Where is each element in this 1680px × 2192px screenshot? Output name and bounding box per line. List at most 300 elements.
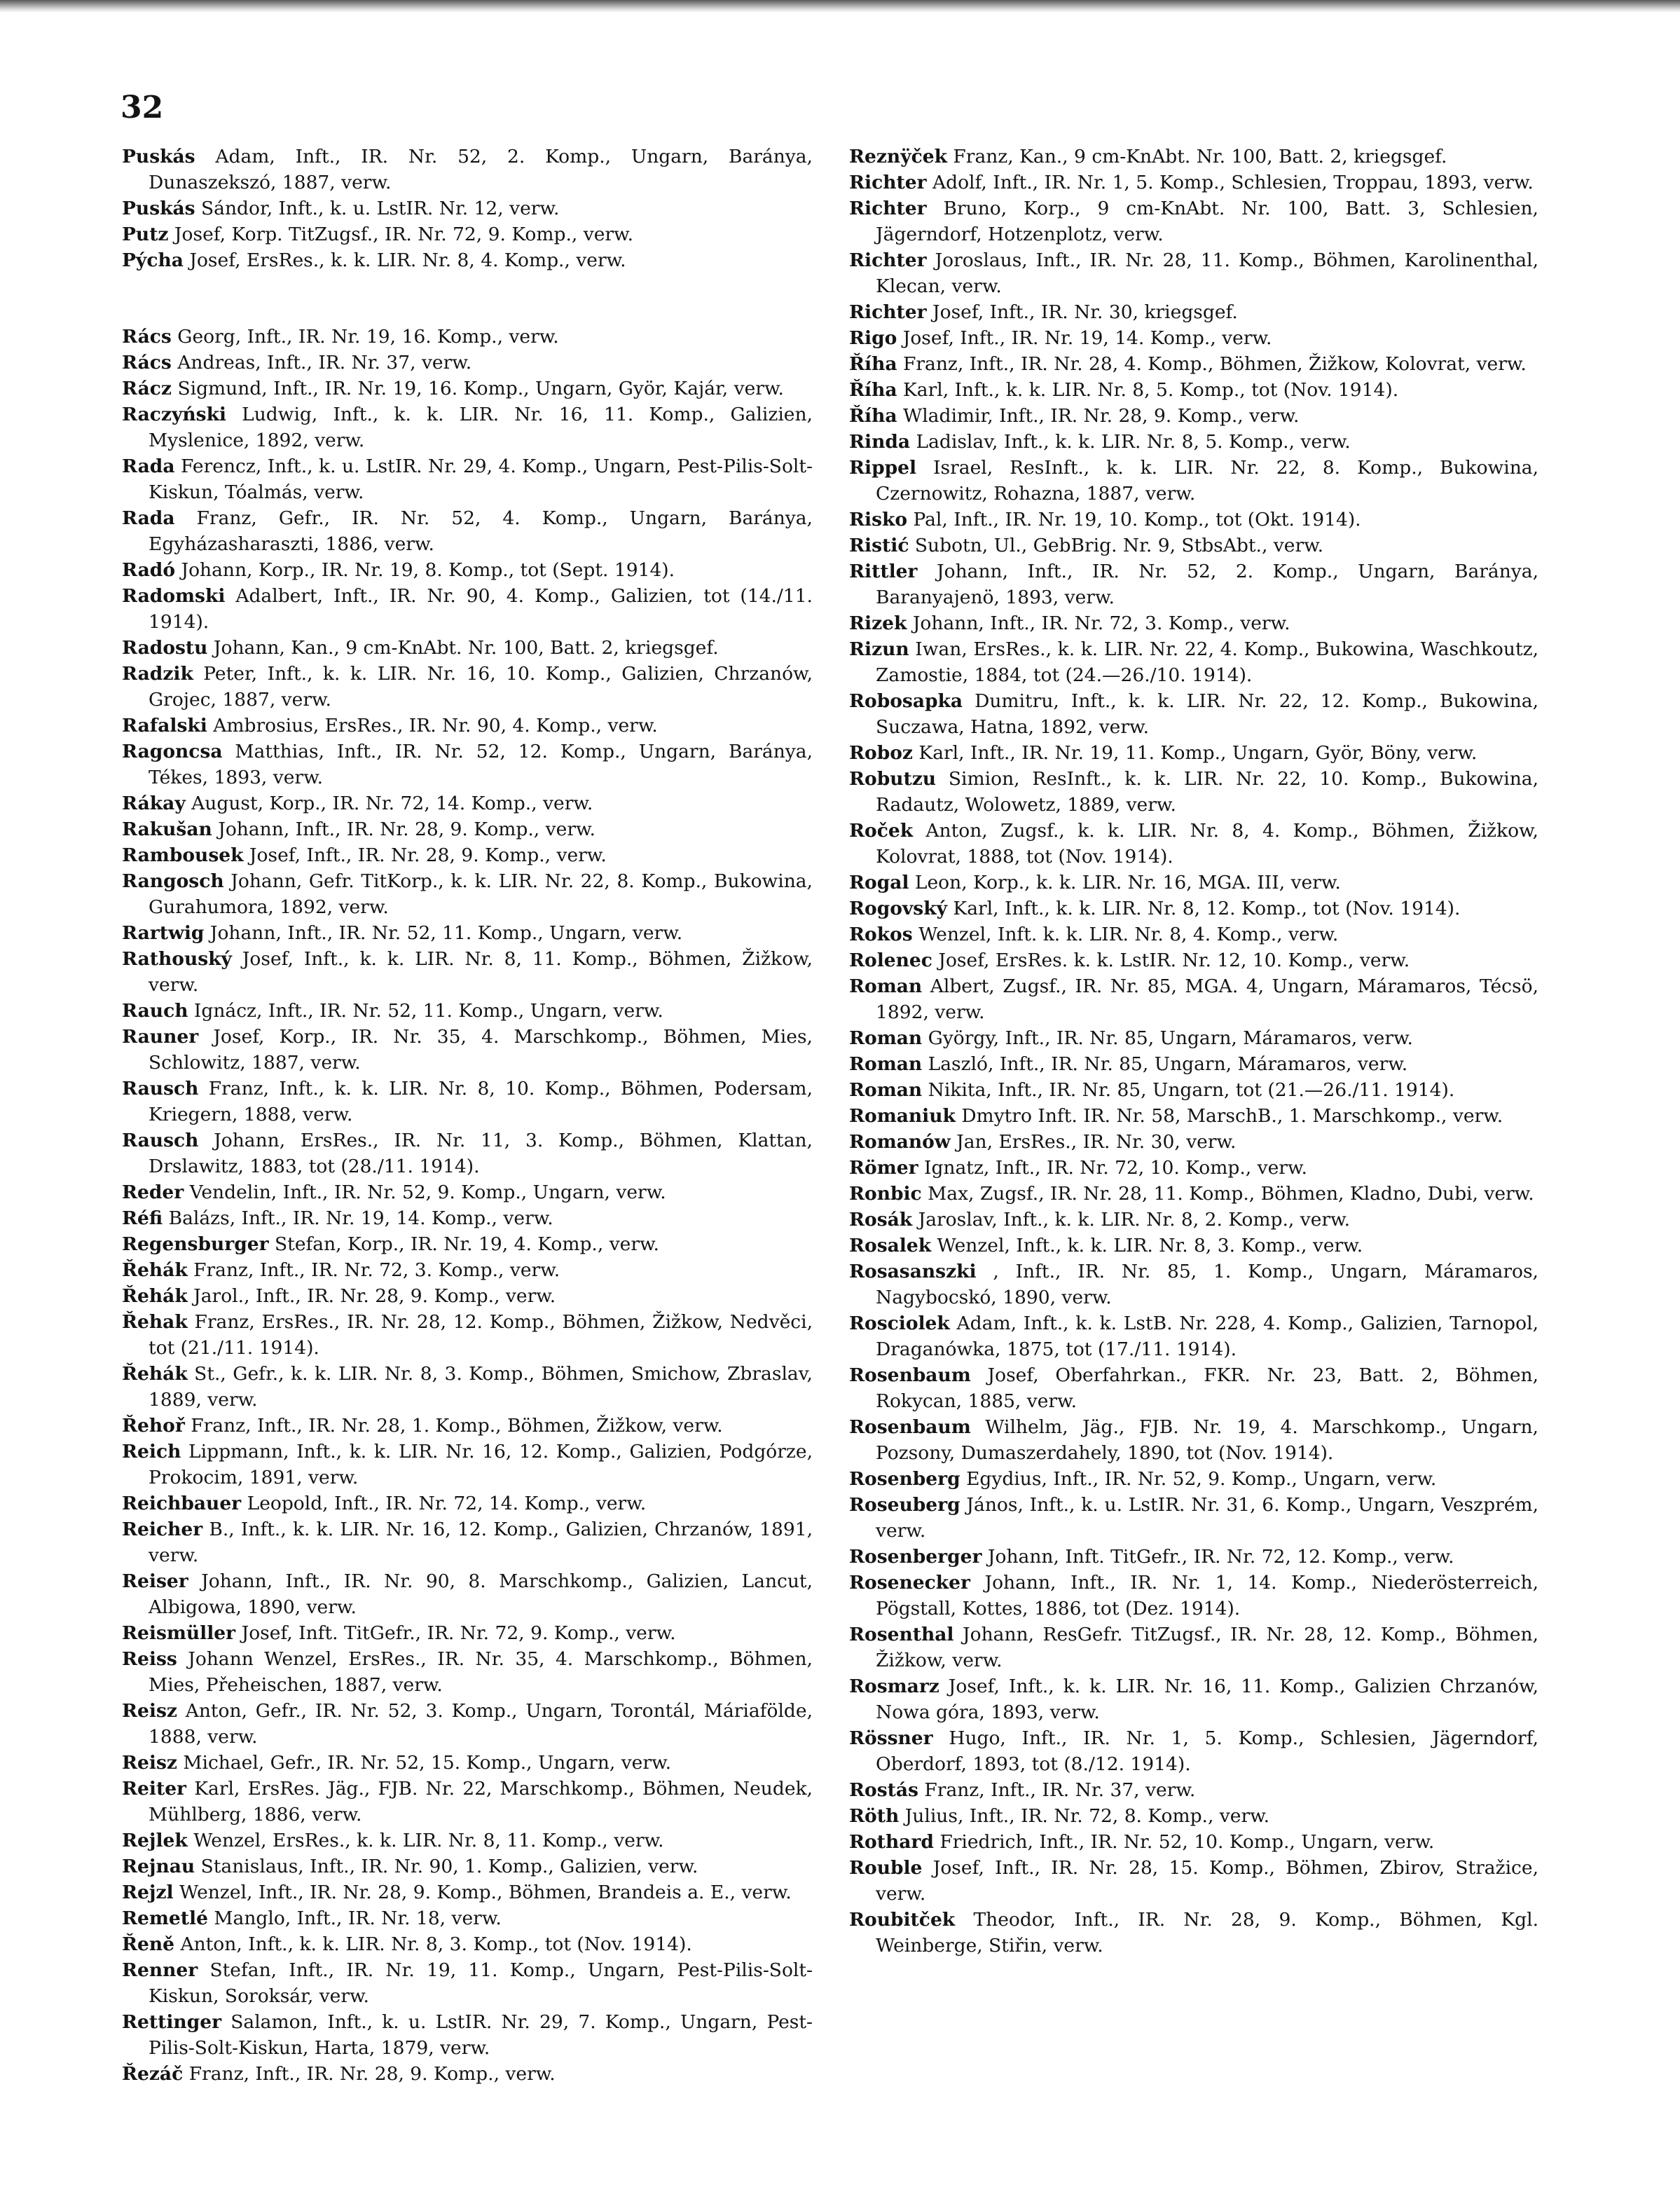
entry bbox=[122, 1905, 813, 1931]
entry bbox=[122, 790, 813, 816]
entry-surname: Rejlek bbox=[122, 1830, 188, 1851]
entry-surname: Rangosch bbox=[122, 870, 224, 892]
entry-details: Adolf, Inft., IR. Nr. 1, 5. Komp., Schlesien, Troppau, 1893, verw. bbox=[932, 172, 1534, 193]
entry-surname: Puskás bbox=[122, 146, 195, 167]
entry bbox=[849, 455, 1538, 507]
entry bbox=[122, 739, 813, 790]
entry-details: Anton, Gefr., IR. Nr. 52, 3. Komp., Ungarn, Torontál, Máriafölde, 1888, verw. bbox=[149, 1700, 813, 1748]
entry-details: Wenzel, Inft. k. k. LIR. Nr. 8, 4. Komp., verw. bbox=[918, 924, 1339, 945]
entry-surname: Renner bbox=[122, 1959, 198, 1981]
entry-details: Johann, Inft. TitGefr., IR. Nr. 72, 12. Komp., verw. bbox=[987, 1546, 1454, 1568]
entry bbox=[849, 1622, 1538, 1673]
entry-details: Johann, Korp., IR. Nr. 19, 8. Komp., tot (Sept. 1914). bbox=[181, 559, 675, 581]
entry bbox=[849, 896, 1538, 922]
entry-surname: Rada bbox=[122, 455, 175, 477]
entry-surname: Radostu bbox=[122, 637, 208, 659]
entry-details: Pal, Inft., IR. Nr. 19, 10. Komp., tot (Okt. 1914). bbox=[913, 509, 1361, 530]
entry-surname: Richter bbox=[849, 249, 927, 271]
entry-details: St., Gefr., k. k. LIR. Nr. 8, 3. Komp., Böhmen, Smichow, Zbraslav, 1889, verw. bbox=[149, 1363, 813, 1411]
entry bbox=[849, 1492, 1538, 1544]
entry bbox=[849, 429, 1538, 455]
entry bbox=[122, 1309, 813, 1361]
entry-details: Egydius, Inft., IR. Nr. 52, 9. Komp., Ungarn, verw. bbox=[966, 1468, 1437, 1490]
entry-details: Georg, Inft., IR. Nr. 19, 16. Komp., verw. bbox=[177, 326, 559, 348]
entry-details: Israel, ResInft., k. k. LIR. Nr. 22, 8. Komp., Bukowina, Czernowitz, Rohazna, 1887, verw. bbox=[876, 457, 1538, 505]
entry bbox=[849, 170, 1538, 196]
entry-details: Johann, Inft., IR. Nr. 90, 8. Marschkomp., Galizien, Lancut, Albigowa, 1890, verw. bbox=[149, 1570, 813, 1618]
entry-surname: Rosenberger bbox=[849, 1546, 982, 1568]
entry bbox=[849, 377, 1538, 403]
entry-details: Manglo, Inft., IR. Nr. 18, verw. bbox=[214, 1907, 502, 1929]
entry-details: Nikita, Inft., IR. Nr. 85, Ungarn, tot (21.—26./11. 1914). bbox=[928, 1079, 1455, 1101]
entry bbox=[122, 842, 813, 868]
entry-surname: Remetlé bbox=[122, 1907, 208, 1929]
entry-surname: Pýcha bbox=[122, 249, 184, 271]
entry-surname: Rartwig bbox=[122, 922, 205, 944]
entry-surname: Rácz bbox=[122, 378, 172, 399]
entry-surname: Robosapka bbox=[849, 690, 963, 712]
entry bbox=[122, 1776, 813, 1828]
entry-surname: Putz bbox=[122, 224, 169, 245]
entry-surname: Rauner bbox=[122, 1026, 199, 1048]
entry bbox=[122, 661, 813, 713]
entry bbox=[122, 998, 813, 1024]
entry-surname: Richter bbox=[849, 301, 927, 323]
entry bbox=[849, 507, 1538, 533]
entry-surname: Roboz bbox=[849, 742, 913, 764]
entry-surname: Roman bbox=[849, 975, 923, 997]
entry-surname: Rosenbaum bbox=[849, 1416, 971, 1438]
entry-surname: Rostás bbox=[849, 1779, 918, 1801]
entry-details: Johann, Inft., IR. Nr. 52, 11. Komp., Ungarn, verw. bbox=[209, 922, 683, 944]
entry-details: Johann, Kan., 9 cm-KnAbt. Nr. 100, Batt. 2, kriegsgef. bbox=[213, 637, 719, 659]
entry-surname: Radzik bbox=[122, 663, 193, 685]
entry-details: Franz, ErsRes., IR. Nr. 28, 12. Komp., Böhmen, Žižkow, Nedvěci, tot (21./11. 1914). bbox=[149, 1311, 813, 1359]
entry-surname: Rejnau bbox=[122, 1856, 195, 1877]
entry-details: Balázs, Inft., IR. Nr. 19, 14. Komp., verw. bbox=[168, 1207, 553, 1229]
entry bbox=[849, 740, 1538, 766]
entry bbox=[849, 1362, 1538, 1414]
entry bbox=[122, 1646, 813, 1698]
entry-details: Franz, Inft., IR. Nr. 37, verw. bbox=[924, 1779, 1196, 1801]
entry-surname: Reicher bbox=[122, 1519, 203, 1540]
entry-surname: Roman bbox=[849, 1079, 923, 1101]
entry-surname: Rosenthal bbox=[849, 1624, 954, 1645]
entry bbox=[849, 1103, 1538, 1129]
entry-surname: Ristić bbox=[849, 535, 909, 556]
entry-surname: Říha bbox=[849, 353, 897, 375]
entry-details: Vendelin, Inft., IR. Nr. 52, 9. Komp., Ungarn, verw. bbox=[189, 1181, 666, 1203]
entry-details: Johann, Inft., IR. Nr. 72, 3. Komp., verw. bbox=[912, 612, 1290, 634]
entry-details: Wenzel, Inft., IR. Nr. 28, 9. Komp., Böhmen, Brandeis a. E., verw. bbox=[179, 1882, 792, 1903]
entry-surname: Rigo bbox=[849, 327, 897, 349]
entry bbox=[122, 1620, 813, 1646]
entry-details: Anton, Zugsf., k. k. LIR. Nr. 8, 4. Komp., Böhmen, Žižkow, Kolovrat, 1888, tot (Nov. 1914). bbox=[876, 820, 1538, 868]
entry-surname: Řehák bbox=[122, 1363, 188, 1385]
entry-surname: Roseuberg bbox=[849, 1494, 961, 1516]
entry-details: Adalbert, Inft., IR. Nr. 90, 4. Komp., Galizien, tot (14./11. 1914). bbox=[149, 585, 813, 633]
entry-details: Ignácz, Inft., IR. Nr. 52, 11. Komp., Ungarn, verw. bbox=[193, 1000, 663, 1022]
entry-details: Karl, Inft., k. k. LIR. Nr. 8, 12. Komp., tot (Nov. 1914). bbox=[953, 898, 1461, 919]
entry-details: Michael, Gefr., IR. Nr. 52, 15. Komp., Ungarn, verw. bbox=[183, 1752, 671, 1774]
entry-details: Leopold, Inft., IR. Nr. 72, 14. Komp., verw. bbox=[247, 1493, 647, 1514]
entry-details: Subotn, Ul., GebBrig. Nr. 9, StbsAbt., verw. bbox=[914, 535, 1324, 556]
entry-details: Karl, Inft., IR. Nr. 19, 11. Komp., Ungarn, Györ, Böny, verw. bbox=[918, 742, 1478, 764]
entry-details: Josef, Korp., IR. Nr. 35, 4. Marschkomp., Böhmen, Mies, Schlowitz, 1887, verw. bbox=[149, 1026, 813, 1074]
entry-surname: Regensburger bbox=[122, 1233, 269, 1255]
entry bbox=[122, 1568, 813, 1620]
right-column bbox=[849, 144, 1538, 1959]
entry-surname: Řeně bbox=[122, 1933, 175, 1955]
entry-surname: Rogovský bbox=[849, 898, 947, 919]
entry bbox=[122, 376, 813, 402]
entry bbox=[849, 1233, 1538, 1259]
entry-details: Ignatz, Inft., IR. Nr. 72, 10. Komp., verw. bbox=[924, 1157, 1307, 1179]
entry-details: Joroslaus, Inft., IR. Nr. 28, 11. Komp., Böhmen, Karolinenthal, Klecan, verw. bbox=[876, 249, 1538, 297]
entry-surname: Roubitček bbox=[849, 1909, 956, 1931]
entry-surname: Řezáč bbox=[122, 2063, 184, 2085]
entry-details: Franz, Kan., 9 cm-KnAbt. Nr. 100, Batt. 2, kriegsgef. bbox=[953, 146, 1447, 167]
entry-surname: Robutzu bbox=[849, 768, 937, 790]
entry bbox=[849, 1907, 1538, 1959]
entry-details: Bruno, Korp., 9 cm-KnAbt. Nr. 100, Batt. 3, Schlesien, Jägerndorf, Hotzenplotz, verw. bbox=[876, 198, 1538, 245]
entry-surname: Řehak bbox=[122, 1311, 188, 1333]
page-number: 32 bbox=[121, 90, 164, 125]
entry-surname: Römer bbox=[849, 1157, 918, 1179]
entry bbox=[849, 1570, 1538, 1622]
entry-details: Max, Zugsf., IR. Nr. 28, 11. Komp., Böhmen, Kladno, Dubi, verw. bbox=[928, 1183, 1534, 1205]
entry-surname: Rosenbaum bbox=[849, 1364, 971, 1386]
entry-surname: Rosalek bbox=[849, 1235, 932, 1256]
entry bbox=[122, 1205, 813, 1231]
entry-surname: Rouble bbox=[849, 1857, 923, 1879]
entry bbox=[849, 144, 1538, 170]
entry-surname: Rausch bbox=[122, 1078, 199, 1100]
entry bbox=[122, 247, 813, 273]
entry bbox=[849, 351, 1538, 377]
entry-details: Johann, Inft., IR. Nr. 1, 14. Komp., Niederösterreich, Pögstall, Kottes, 1886, tot (Dez. 1914). bbox=[876, 1572, 1538, 1619]
entry-surname: Rauch bbox=[122, 1000, 188, 1022]
entry-surname: Roman bbox=[849, 1027, 923, 1049]
entry-surname: Roman bbox=[849, 1053, 923, 1075]
entry-details: Josef, Inft., IR. Nr. 28, 15. Komp., Böhmen, Zbirov, Stražice, verw. bbox=[876, 1857, 1538, 1905]
entry bbox=[849, 1051, 1538, 1077]
entry-surname: Rothard bbox=[849, 1831, 934, 1853]
entry-surname: Rosasanszki bbox=[849, 1261, 977, 1282]
entry bbox=[849, 973, 1538, 1025]
entry-surname: Réfi bbox=[122, 1207, 163, 1229]
entry-surname: Romaniuk bbox=[849, 1105, 956, 1127]
entry-details: János, Inft., k. u. LstIR. Nr. 31, 6. Komp., Ungarn, Veszprém, verw. bbox=[876, 1494, 1538, 1542]
entry bbox=[849, 196, 1538, 247]
entry-details: Josef, Inft., IR. Nr. 19, 14. Komp., verw. bbox=[902, 327, 1272, 349]
entry bbox=[849, 1829, 1538, 1855]
entry-details: Dmytro Inft. IR. Nr. 58, MarschB., 1. Marschkomp., verw. bbox=[961, 1105, 1503, 1127]
entry-details: Leon, Korp., k. k. LIR. Nr. 16, MGA. III, verw. bbox=[914, 872, 1341, 893]
entry-surname: Rathouský bbox=[122, 948, 232, 970]
entry bbox=[122, 1879, 813, 1905]
entry-details: Franz, Inft., IR. Nr. 28, 1. Komp., Böhmen, Žižkow, verw. bbox=[191, 1415, 723, 1437]
entry bbox=[122, 402, 813, 453]
entry-surname: Reiter bbox=[122, 1778, 187, 1800]
entry-surname: Richter bbox=[849, 172, 927, 193]
left-column bbox=[122, 144, 813, 2087]
entry bbox=[122, 816, 813, 842]
entry-surname: Říha bbox=[849, 379, 897, 401]
entry-surname: Rosciolek bbox=[849, 1313, 950, 1334]
entry bbox=[122, 324, 813, 350]
entry-surname: Rejzl bbox=[122, 1882, 174, 1903]
entry-surname: Rada bbox=[122, 507, 175, 529]
entry-details: Andreas, Inft., IR. Nr. 37, verw. bbox=[177, 352, 472, 374]
entry bbox=[122, 144, 813, 196]
entry-details: Franz, Inft., k. k. LIR. Nr. 8, 10. Komp., Böhmen, Podersam, Kriegern, 1888, verw. bbox=[149, 1078, 813, 1125]
entry-surname: Radomski bbox=[122, 585, 226, 607]
entry bbox=[122, 713, 813, 739]
entry-details: Josef, Inft., IR. Nr. 30, kriegsgef. bbox=[932, 301, 1238, 323]
entry-surname: Rács bbox=[122, 326, 172, 348]
entry bbox=[122, 196, 813, 221]
entry-details: Josef, Inft., k. k. LIR. Nr. 16, 11. Komp., Galizien Chrzanów, Nowa góra, 1893, verw. bbox=[876, 1676, 1538, 1723]
entry-surname: Rittler bbox=[849, 561, 918, 582]
entry bbox=[849, 636, 1538, 688]
entry bbox=[122, 2009, 813, 2061]
entry bbox=[849, 299, 1538, 325]
entry-details: B., Inft., k. k. LIR. Nr. 16, 12. Komp., Galizien, Chrzanów, 1891, verw. bbox=[149, 1519, 813, 1566]
entry bbox=[122, 1024, 813, 1076]
entry-details: Iwan, ErsRes., k. k. LIR. Nr. 22, 4. Komp., Bukowina, Waschkoutz, Zamostie, 1884, tot (24.—26./10. 1914). bbox=[876, 638, 1538, 686]
entry-details: Josef, Korp. TitZugsf., IR. Nr. 72, 9. Komp., verw. bbox=[174, 224, 634, 245]
entry bbox=[122, 583, 813, 635]
entry-details: Wladimir, Inft., IR. Nr. 28, 9. Komp., verw. bbox=[902, 405, 1300, 427]
entry-surname: Reichbauer bbox=[122, 1493, 242, 1514]
entry bbox=[122, 1828, 813, 1854]
entry bbox=[122, 1076, 813, 1128]
entry-surname: Řehák bbox=[122, 1285, 188, 1307]
entry bbox=[122, 1257, 813, 1283]
entry bbox=[122, 557, 813, 583]
entry-surname: Roček bbox=[849, 820, 914, 842]
entry bbox=[122, 1439, 813, 1491]
entry-surname: Radó bbox=[122, 559, 176, 581]
entry bbox=[122, 868, 813, 920]
entry-details: Ludwig, Inft., k. k. LIR. Nr. 16, 11. Komp., Galizien, Myslenice, 1892, verw. bbox=[149, 404, 813, 451]
entry-details: Adam, Inft., IR. Nr. 52, 2. Komp., Ungarn, Baránya, Dunaszekszó, 1887, verw. bbox=[149, 146, 813, 193]
entry bbox=[849, 1129, 1538, 1155]
entry bbox=[849, 1414, 1538, 1466]
entry bbox=[122, 1698, 813, 1750]
entry bbox=[849, 325, 1538, 351]
entry bbox=[849, 1803, 1538, 1829]
entry bbox=[122, 1516, 813, 1568]
entry-details: Theodor, Inft., IR. Nr. 28, 9. Komp., Böhmen, Kgl. Weinberge, Stiřin, verw. bbox=[876, 1909, 1538, 1957]
entry-surname: Puskás bbox=[122, 198, 195, 219]
entry bbox=[122, 1931, 813, 1957]
entry-details: Jan, ErsRes., IR. Nr. 30, verw. bbox=[956, 1131, 1237, 1153]
entry bbox=[849, 870, 1538, 896]
entry bbox=[849, 1310, 1538, 1362]
entry-details: Josef, ErsRes., k. k. LIR. Nr. 8, 4. Komp., verw. bbox=[189, 249, 626, 271]
entry-surname: Rolenec bbox=[849, 950, 932, 971]
entry bbox=[122, 350, 813, 376]
entry-surname: Řehoř bbox=[122, 1415, 185, 1437]
entry-details: Josef, Inft. TitGefr., IR. Nr. 72, 9. Komp., verw. bbox=[241, 1622, 676, 1644]
entry bbox=[122, 1128, 813, 1179]
entry-surname: Röth bbox=[849, 1805, 900, 1827]
entry-surname: Ragoncsa bbox=[122, 741, 223, 762]
entry bbox=[122, 1361, 813, 1413]
entry-details: Stefan, Inft., IR. Nr. 19, 11. Komp., Ungarn, Pest-Pilis-Solt-Kiskun, Soroksár, verw. bbox=[149, 1959, 813, 2007]
entry bbox=[122, 1283, 813, 1309]
entry-details: Johann, Inft., IR. Nr. 52, 2. Komp., Ungarn, Baránya, Baranyajenö, 1893, verw. bbox=[876, 561, 1538, 608]
entry-surname: Říha bbox=[849, 405, 897, 427]
entry-surname: Reich bbox=[122, 1441, 181, 1463]
entry bbox=[122, 1231, 813, 1257]
entry bbox=[849, 922, 1538, 947]
entry-details: Adam, Inft., k. k. LstB. Nr. 228, 4. Komp., Galizien, Tarnopol, Draganówka, 1875, tot (17./11. 1914). bbox=[876, 1313, 1538, 1360]
entry bbox=[122, 1413, 813, 1439]
entry-details: Ambrosius, ErsRes., IR. Nr. 90, 4. Komp., verw. bbox=[213, 715, 658, 737]
entry bbox=[122, 635, 813, 661]
entry-details: Karl, ErsRes. Jäg., FJB. Nr. 22, Marschkomp., Böhmen, Neudek, Mühlberg, 1886, verw. bbox=[149, 1778, 813, 1825]
page-top-edge bbox=[0, 0, 1680, 13]
entry-details: Jaroslav, Inft., k. k. LIR. Nr. 8, 2. Komp., verw. bbox=[918, 1209, 1351, 1231]
entry-surname: Risko bbox=[849, 509, 908, 530]
entry-surname: Rákay bbox=[122, 793, 186, 814]
entry bbox=[849, 1259, 1538, 1310]
entry-details: Matthias, Inft., IR. Nr. 52, 12. Komp., Ungarn, Baránya, Tékes, 1893, verw. bbox=[149, 741, 813, 788]
entry-surname: Reisz bbox=[122, 1700, 177, 1722]
entry-details: Salamon, Inft., k. u. LstIR. Nr. 29, 7. Komp., Ungarn, Pest-Pilis-Solt-Kiskun, Harta, 1879, verw. bbox=[149, 2011, 813, 2059]
entry-surname: Rafalski bbox=[122, 715, 207, 737]
entry-surname: Rössner bbox=[849, 1727, 933, 1749]
entry-surname: Reiss bbox=[122, 1648, 177, 1670]
entry-details: Josef, Inft., IR. Nr. 28, 9. Komp., verw. bbox=[249, 844, 607, 866]
entry bbox=[849, 1673, 1538, 1725]
entry-details: Anton, Inft., k. k. LIR. Nr. 8, 3. Komp., tot (Nov. 1914). bbox=[180, 1933, 692, 1955]
entry-details: Josef, ErsRes. k. k. LstIR. Nr. 12, 10. Komp., verw. bbox=[938, 950, 1410, 971]
entry-details: Franz, Gefr., IR. Nr. 52, 4. Komp., Ungarn, Baránya, Egyházasharaszti, 1886, verw. bbox=[149, 507, 813, 555]
entry-details: Johann, Inft., IR. Nr. 28, 9. Komp., verw. bbox=[218, 818, 595, 840]
entry-surname: Rinda bbox=[849, 431, 911, 453]
entry-details: Sándor, Inft., k. u. LstIR. Nr. 12, verw. bbox=[201, 198, 560, 219]
entry bbox=[849, 1725, 1538, 1777]
entry-details: Josef, Oberfahrkan., FKR. Nr. 23, Batt. 2, Böhmen, Rokycan, 1885, verw. bbox=[876, 1364, 1538, 1412]
entry-details: Peter, Inft., k. k. LIR. Nr. 16, 10. Komp., Galizien, Chrzanów, Grojec, 1887, verw. bbox=[149, 663, 813, 711]
entry bbox=[849, 1181, 1538, 1207]
entry bbox=[122, 505, 813, 557]
entry-surname: Rosák bbox=[849, 1209, 913, 1231]
entry-surname: Reisz bbox=[122, 1752, 177, 1774]
entry-surname: Rosmarz bbox=[849, 1676, 939, 1697]
entry-details: Albert, Zugsf., IR. Nr. 85, MGA. 4, Ungarn, Máramaros, Técsö, 1892, verw. bbox=[876, 975, 1538, 1023]
entry bbox=[849, 1777, 1538, 1803]
entry bbox=[122, 920, 813, 946]
entry-details: Stanislaus, Inft., IR. Nr. 90, 1. Komp., Galizien, verw. bbox=[200, 1856, 698, 1877]
entry-surname: Rosenecker bbox=[849, 1572, 970, 1594]
entry bbox=[849, 1077, 1538, 1103]
entry-details: Lippmann, Inft., k. k. LIR. Nr. 16, 12. Komp., Galizien, Podgórze, Prokocim, 1891, verw. bbox=[149, 1441, 813, 1488]
entry bbox=[849, 947, 1538, 973]
entry bbox=[122, 453, 813, 505]
entry-details: Wenzel, Inft., k. k. LIR. Nr. 8, 3. Komp., verw. bbox=[937, 1235, 1363, 1256]
entry-details: Josef, Inft., k. k. LIR. Nr. 8, 11. Komp., Böhmen, Žižkow, verw. bbox=[149, 948, 813, 996]
entry-details: Jarol., Inft., IR. Nr. 28, 9. Komp., verw. bbox=[193, 1285, 556, 1307]
entry-surname: Rizun bbox=[849, 638, 909, 660]
entry-details: Franz, Inft., IR. Nr. 72, 3. Komp., verw. bbox=[193, 1259, 560, 1281]
entry-details: Sigmund, Inft., IR. Nr. 19, 16. Komp., Ungarn, Györ, Kajár, verw. bbox=[177, 378, 784, 399]
entry-surname: Richter bbox=[849, 198, 927, 219]
entry-details: Simion, ResInft., k. k. LIR. Nr. 22, 10. Komp., Bukowina, Radautz, Wolowetz, 1889, verw. bbox=[876, 768, 1538, 816]
entry bbox=[849, 403, 1538, 429]
entry-surname: Raczyński bbox=[122, 404, 226, 425]
entry bbox=[849, 818, 1538, 870]
entry-details: Ladislav, Inft., k. k. LIR. Nr. 8, 5. Komp., verw. bbox=[916, 431, 1351, 453]
entry-surname: Rosenberg bbox=[849, 1468, 961, 1490]
entry-details: Johann Wenzel, ErsRes., IR. Nr. 35, 4. Marschkomp., Böhmen, Mies, Přeheischen, 1887, verw. bbox=[149, 1648, 813, 1696]
entry-surname: Rausch bbox=[122, 1130, 199, 1151]
entry-surname: Ronbic bbox=[849, 1183, 922, 1205]
entry-details: Wilhelm, Jäg., FJB. Nr. 19, 4. Marschkomp., Ungarn, Pozsony, Dumaszerdahely, 1890, tot (Nov. 1914). bbox=[876, 1416, 1538, 1464]
entry bbox=[849, 610, 1538, 636]
entry-surname: Reder bbox=[122, 1181, 184, 1203]
entry bbox=[122, 1854, 813, 1879]
entry-surname: Rokos bbox=[849, 924, 913, 945]
entry bbox=[849, 688, 1538, 740]
entry bbox=[122, 1491, 813, 1516]
entry bbox=[849, 1466, 1538, 1492]
entry-details: György, Inft., IR. Nr. 85, Ungarn, Máramaros, verw. bbox=[928, 1027, 1413, 1049]
entry-surname: Reismüller bbox=[122, 1622, 236, 1644]
entry bbox=[849, 1855, 1538, 1907]
entry bbox=[122, 221, 813, 247]
entry bbox=[849, 559, 1538, 610]
entry-details: Franz, Inft., IR. Nr. 28, 4. Komp., Böhmen, Žižkow, Kolovrat, verw. bbox=[902, 353, 1527, 375]
entry-surname: Rakušan bbox=[122, 818, 212, 840]
entry-details: August, Korp., IR. Nr. 72, 14. Komp., verw. bbox=[191, 793, 593, 814]
entry-details: Johann, Gefr. TitKorp., k. k. LIR. Nr. 22, 8. Komp., Bukowina, Gurahumora, 1892, verw. bbox=[149, 870, 813, 918]
entry-surname: Rambousek bbox=[122, 844, 244, 866]
entry bbox=[849, 1207, 1538, 1233]
entry-details: Dumitru, Inft., k. k. LIR. Nr. 22, 12. Komp., Bukowina, Suczawa, Hatna, 1892, verw. bbox=[876, 690, 1538, 738]
entry-surname: Rogal bbox=[849, 872, 909, 893]
entry bbox=[849, 1025, 1538, 1051]
entry-details: Karl, Inft., k. k. LIR. Nr. 8, 5. Komp., tot (Nov. 1914). bbox=[902, 379, 1399, 401]
entry-details: Johann, ResGefr. TitZugsf., IR. Nr. 28, 12. Komp., Böhmen, Žižkow, verw. bbox=[876, 1624, 1538, 1671]
entry bbox=[849, 533, 1538, 559]
entry bbox=[849, 766, 1538, 818]
entry-surname: Reznÿček bbox=[849, 146, 947, 167]
entry-details: Julius, Inft., IR. Nr. 72, 8. Komp., verw. bbox=[904, 1805, 1270, 1827]
entry bbox=[849, 1155, 1538, 1181]
entry bbox=[122, 946, 813, 998]
section-gap bbox=[122, 273, 813, 324]
entry-surname: Reiser bbox=[122, 1570, 188, 1592]
entry-surname: Rettinger bbox=[122, 2011, 222, 2033]
entry-surname: Řehák bbox=[122, 1259, 188, 1281]
entry-details: Friedrich, Inft., IR. Nr. 52, 10. Komp., Ungarn, verw. bbox=[939, 1831, 1435, 1853]
entry-surname: Rács bbox=[122, 352, 172, 374]
entry-surname: Rizek bbox=[849, 612, 907, 634]
entry bbox=[122, 1750, 813, 1776]
entry bbox=[849, 1544, 1538, 1570]
entry-surname: Rippel bbox=[849, 457, 917, 479]
entry bbox=[122, 1179, 813, 1205]
entry-details: Franz, Inft., IR. Nr. 28, 9. Komp., verw. bbox=[188, 2063, 556, 2085]
entry bbox=[122, 2061, 813, 2087]
entry-details: Hugo, Inft., IR. Nr. 1, 5. Komp., Schlesien, Jägerndorf, Oberdorf, 1893, tot (8./12. 1914). bbox=[876, 1727, 1538, 1775]
entry-details: Johann, ErsRes., IR. Nr. 11, 3. Komp., Böhmen, Klattan, Drslawitz, 1883, tot (28./11. 1914). bbox=[149, 1130, 813, 1177]
